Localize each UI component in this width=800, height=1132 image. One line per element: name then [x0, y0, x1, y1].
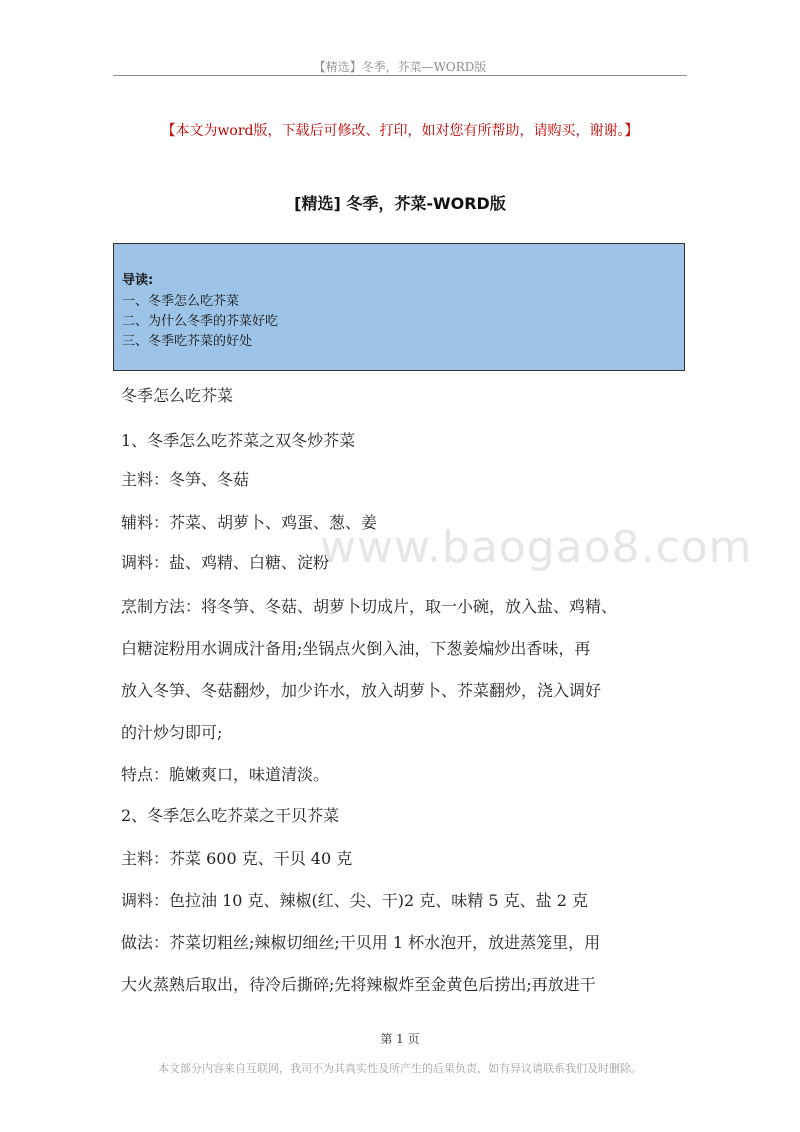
body-line: 辅料：芥菜、胡萝卜、鸡蛋、葱、姜 [121, 513, 378, 532]
section-heading: 冬季怎么吃芥菜 [121, 386, 234, 405]
body-line: 放入冬笋、冬菇翻炒，加少许水，放入胡萝卜、芥菜翻炒，浇入调好 [121, 681, 602, 700]
body-line: 白糖淀粉用水调成汁备用;坐锅点火倒入油，下葱姜煸炒出香味，再 [121, 639, 591, 658]
running-header: 【精选】冬季，芥菜—WORD版 [313, 60, 487, 74]
header-divider [113, 75, 687, 76]
guide-item: 一、冬季怎么吃芥菜 [122, 294, 240, 309]
guide-heading: 导读: [122, 273, 154, 288]
download-notice: 【本文为word版，下载后可修改、打印，如对您有所帮助，请购买，谢谢。】 [161, 123, 639, 139]
recipe-title: 2、冬季怎么吃芥菜之干贝芥菜 [121, 806, 340, 825]
body-line: 调料：盐、鸡精、白糖、淀粉 [121, 553, 330, 572]
watermark: www.baogao8.com [320, 522, 753, 573]
body-line: 做法：芥菜切粗丝;辣椒切细丝;干贝用 1 杯水泡开，放进蒸笼里，用 [121, 933, 601, 952]
footer-disclaimer: 本文部分内容来自互联网，我司不为其真实性及所产生的后果负责，如有异议请联系我们及时删除。 [158, 1062, 642, 1075]
body-line: 大火蒸熟后取出，待冷后撕碎;先将辣椒炸至金黄色后捞出;再放进干 [121, 975, 596, 994]
body-line: 烹制方法：将冬笋、冬菇、胡萝卜切成片，取一小碗，放入盐、鸡精、 [121, 597, 618, 616]
guide-box [113, 243, 685, 371]
body-line: 的汁炒匀即可; [121, 723, 223, 742]
page-number: 第 1 页 [380, 1032, 420, 1046]
body-line: 特点：脆嫩爽口，味道清淡。 [121, 765, 330, 784]
body-line: 主料：芥菜 600 克、干贝 40 克 [121, 849, 353, 868]
body-line: 主料：冬笋、冬菇 [121, 470, 250, 489]
guide-item: 三、冬季吃芥菜的好处 [122, 334, 253, 349]
document-title: [精选] 冬季，芥菜-WORD版 [294, 194, 506, 213]
body-line: 调料：色拉油 10 克、辣椒(红、尖、干)2 克、味精 5 克、盐 2 克 [121, 891, 588, 910]
guide-item: 二、为什么冬季的芥菜好吃 [122, 314, 279, 329]
recipe-title: 1、冬季怎么吃芥菜之双冬炒芥菜 [121, 431, 356, 450]
